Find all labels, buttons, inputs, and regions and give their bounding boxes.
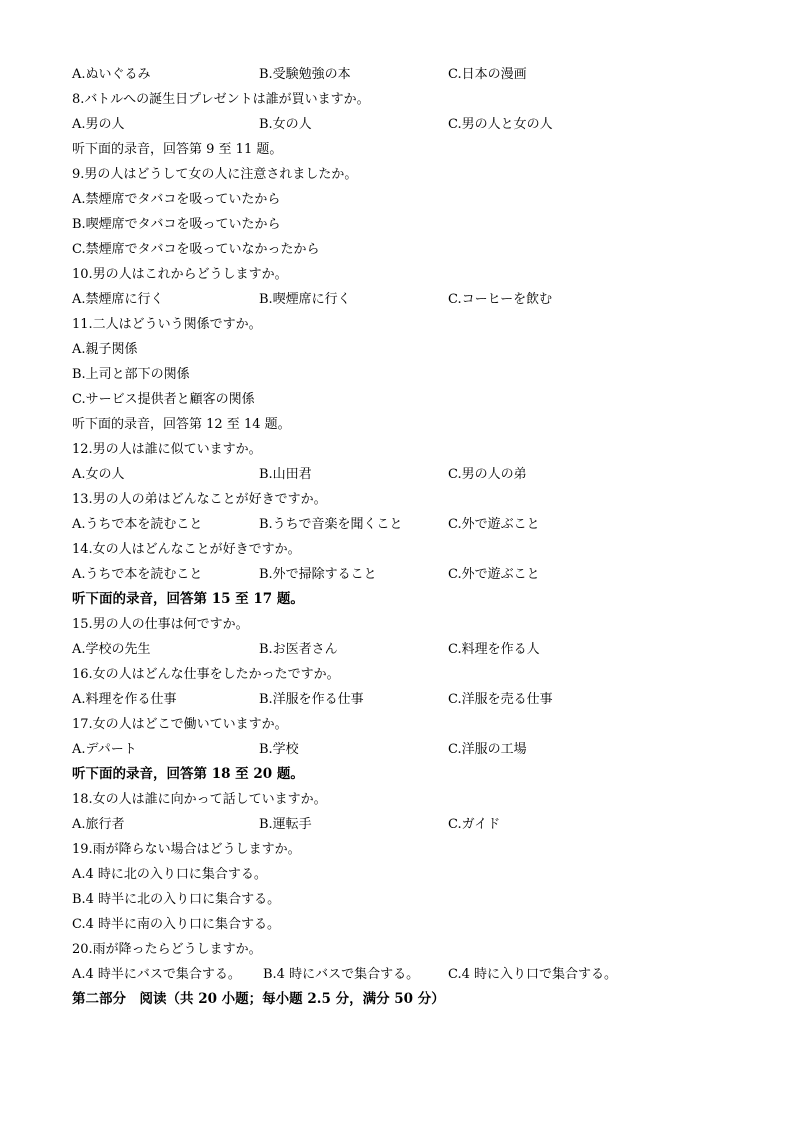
option-b: B.山田君 (259, 467, 312, 482)
text-line: C.サービス提供者と顧客の関係 (72, 392, 255, 407)
option-c: C.料理を作る人 (448, 642, 540, 657)
section-heading: 听下面的录音，回答第 15 至 17 题。 (72, 591, 304, 607)
option-c: C.外で遊ぶこと (448, 517, 540, 532)
option-a: A.ぬいぐるみ (72, 67, 151, 82)
text-line: 16.女の人はどんな仕事をしたかったですか。 (72, 667, 340, 682)
options-row (72, 62, 732, 87)
option-a: A.料理を作る仕事 (72, 692, 177, 707)
text-line: 14.女の人はどんなことが好きですか。 (72, 542, 301, 557)
option-b: B.学校 (259, 742, 299, 757)
option-c: C.ガイド (448, 817, 501, 832)
option-a: A.4 時半にバスで集合する。 (72, 967, 241, 982)
option-b: B.運転手 (259, 817, 312, 832)
options-row (72, 512, 732, 537)
options-row (72, 687, 732, 712)
options-row (72, 812, 732, 837)
options-row (72, 962, 732, 987)
text-line: 听下面的录音，回答第 9 至 11 题。 (72, 142, 283, 157)
text-line: A.親子関係 (72, 342, 138, 357)
option-c: C.洋服を売る仕事 (448, 692, 553, 707)
text-line: 听下面的录音，回答第 12 至 14 题。 (72, 417, 291, 432)
text-line: 13.男の人の弟はどんなことが好きですか。 (72, 492, 327, 507)
option-b: B.4 時にバスで集合する。 (263, 967, 420, 982)
options-row (72, 562, 732, 587)
option-a: A.うちで本を読むこと (72, 567, 203, 582)
text-line: 8.バトルへの誕生日プレゼントは誰が買いますか。 (72, 92, 370, 107)
option-c: C.外で遊ぶこと (448, 567, 540, 582)
options-row (72, 287, 732, 312)
option-b: B.喫煙席に行く (259, 292, 351, 307)
option-c: C.日本の漫画 (448, 67, 527, 82)
option-b: B.外で掃除すること (259, 567, 377, 582)
text-line: B.4 時半に北の入り口に集合する。 (72, 892, 281, 907)
options-row (72, 737, 732, 762)
option-b: B.お医者さん (259, 642, 338, 657)
option-a: A.禁煙席に行く (72, 292, 164, 307)
options-row (72, 112, 732, 137)
text-line: 12.男の人は誰に似ていますか。 (72, 442, 262, 457)
text-line: A.4 時に北の入り口に集合する。 (72, 867, 267, 882)
option-b: B.女の人 (259, 117, 312, 132)
option-c: C.男の人と女の人 (448, 117, 553, 132)
option-c: C.コーヒーを飲む (448, 292, 553, 307)
text-line: 17.女の人はどこで働いていますか。 (72, 717, 288, 732)
text-line: 10.男の人はこれからどうしますか。 (72, 267, 288, 282)
option-c: C.4 時に入り口で集合する。 (448, 967, 618, 982)
text-line: 18.女の人は誰に向かって話していますか。 (72, 792, 327, 807)
option-b: B.受験勉強の本 (259, 67, 351, 82)
option-a: A.女の人 (72, 467, 125, 482)
option-a: A.うちで本を読むこと (72, 517, 203, 532)
options-row (72, 462, 732, 487)
option-a: A.男の人 (72, 117, 125, 132)
text-line: B.上司と部下の関係 (72, 367, 190, 382)
text-line: 15.男の人の仕事は何ですか。 (72, 617, 249, 632)
text-line: 9.男の人はどうして女の人に注意されましたか。 (72, 167, 358, 182)
text-line: 11.二人はどういう関係ですか。 (72, 317, 262, 332)
section-heading: 第二部分 阅读（共 20 小题；每小题 2.5 分，满分 50 分） (72, 991, 445, 1007)
document-page (72, 62, 732, 1012)
text-line: 19.雨が降らない場合はどうしますか。 (72, 842, 301, 857)
option-c: C.男の人の弟 (448, 467, 527, 482)
option-a: A.デパート (72, 742, 137, 757)
text-line: A.禁煙席でタバコを吸っていたから (72, 192, 281, 207)
option-a: A.旅行者 (72, 817, 125, 832)
text-line: C.4 時半に南の入り口に集合する。 (72, 917, 281, 932)
text-line: B.喫煙席でタバコを吸っていたから (72, 217, 281, 232)
options-row (72, 637, 732, 662)
text-line: C.禁煙席でタバコを吸っていなかったから (72, 242, 320, 257)
option-b: B.洋服を作る仕事 (259, 692, 364, 707)
option-a: A.学校の先生 (72, 642, 151, 657)
option-b: B.うちで音楽を聞くこと (259, 517, 403, 532)
text-line: 20.雨が降ったらどうしますか。 (72, 942, 262, 957)
section-heading: 听下面的录音，回答第 18 至 20 题。 (72, 766, 304, 782)
option-c: C.洋服の工場 (448, 742, 527, 757)
